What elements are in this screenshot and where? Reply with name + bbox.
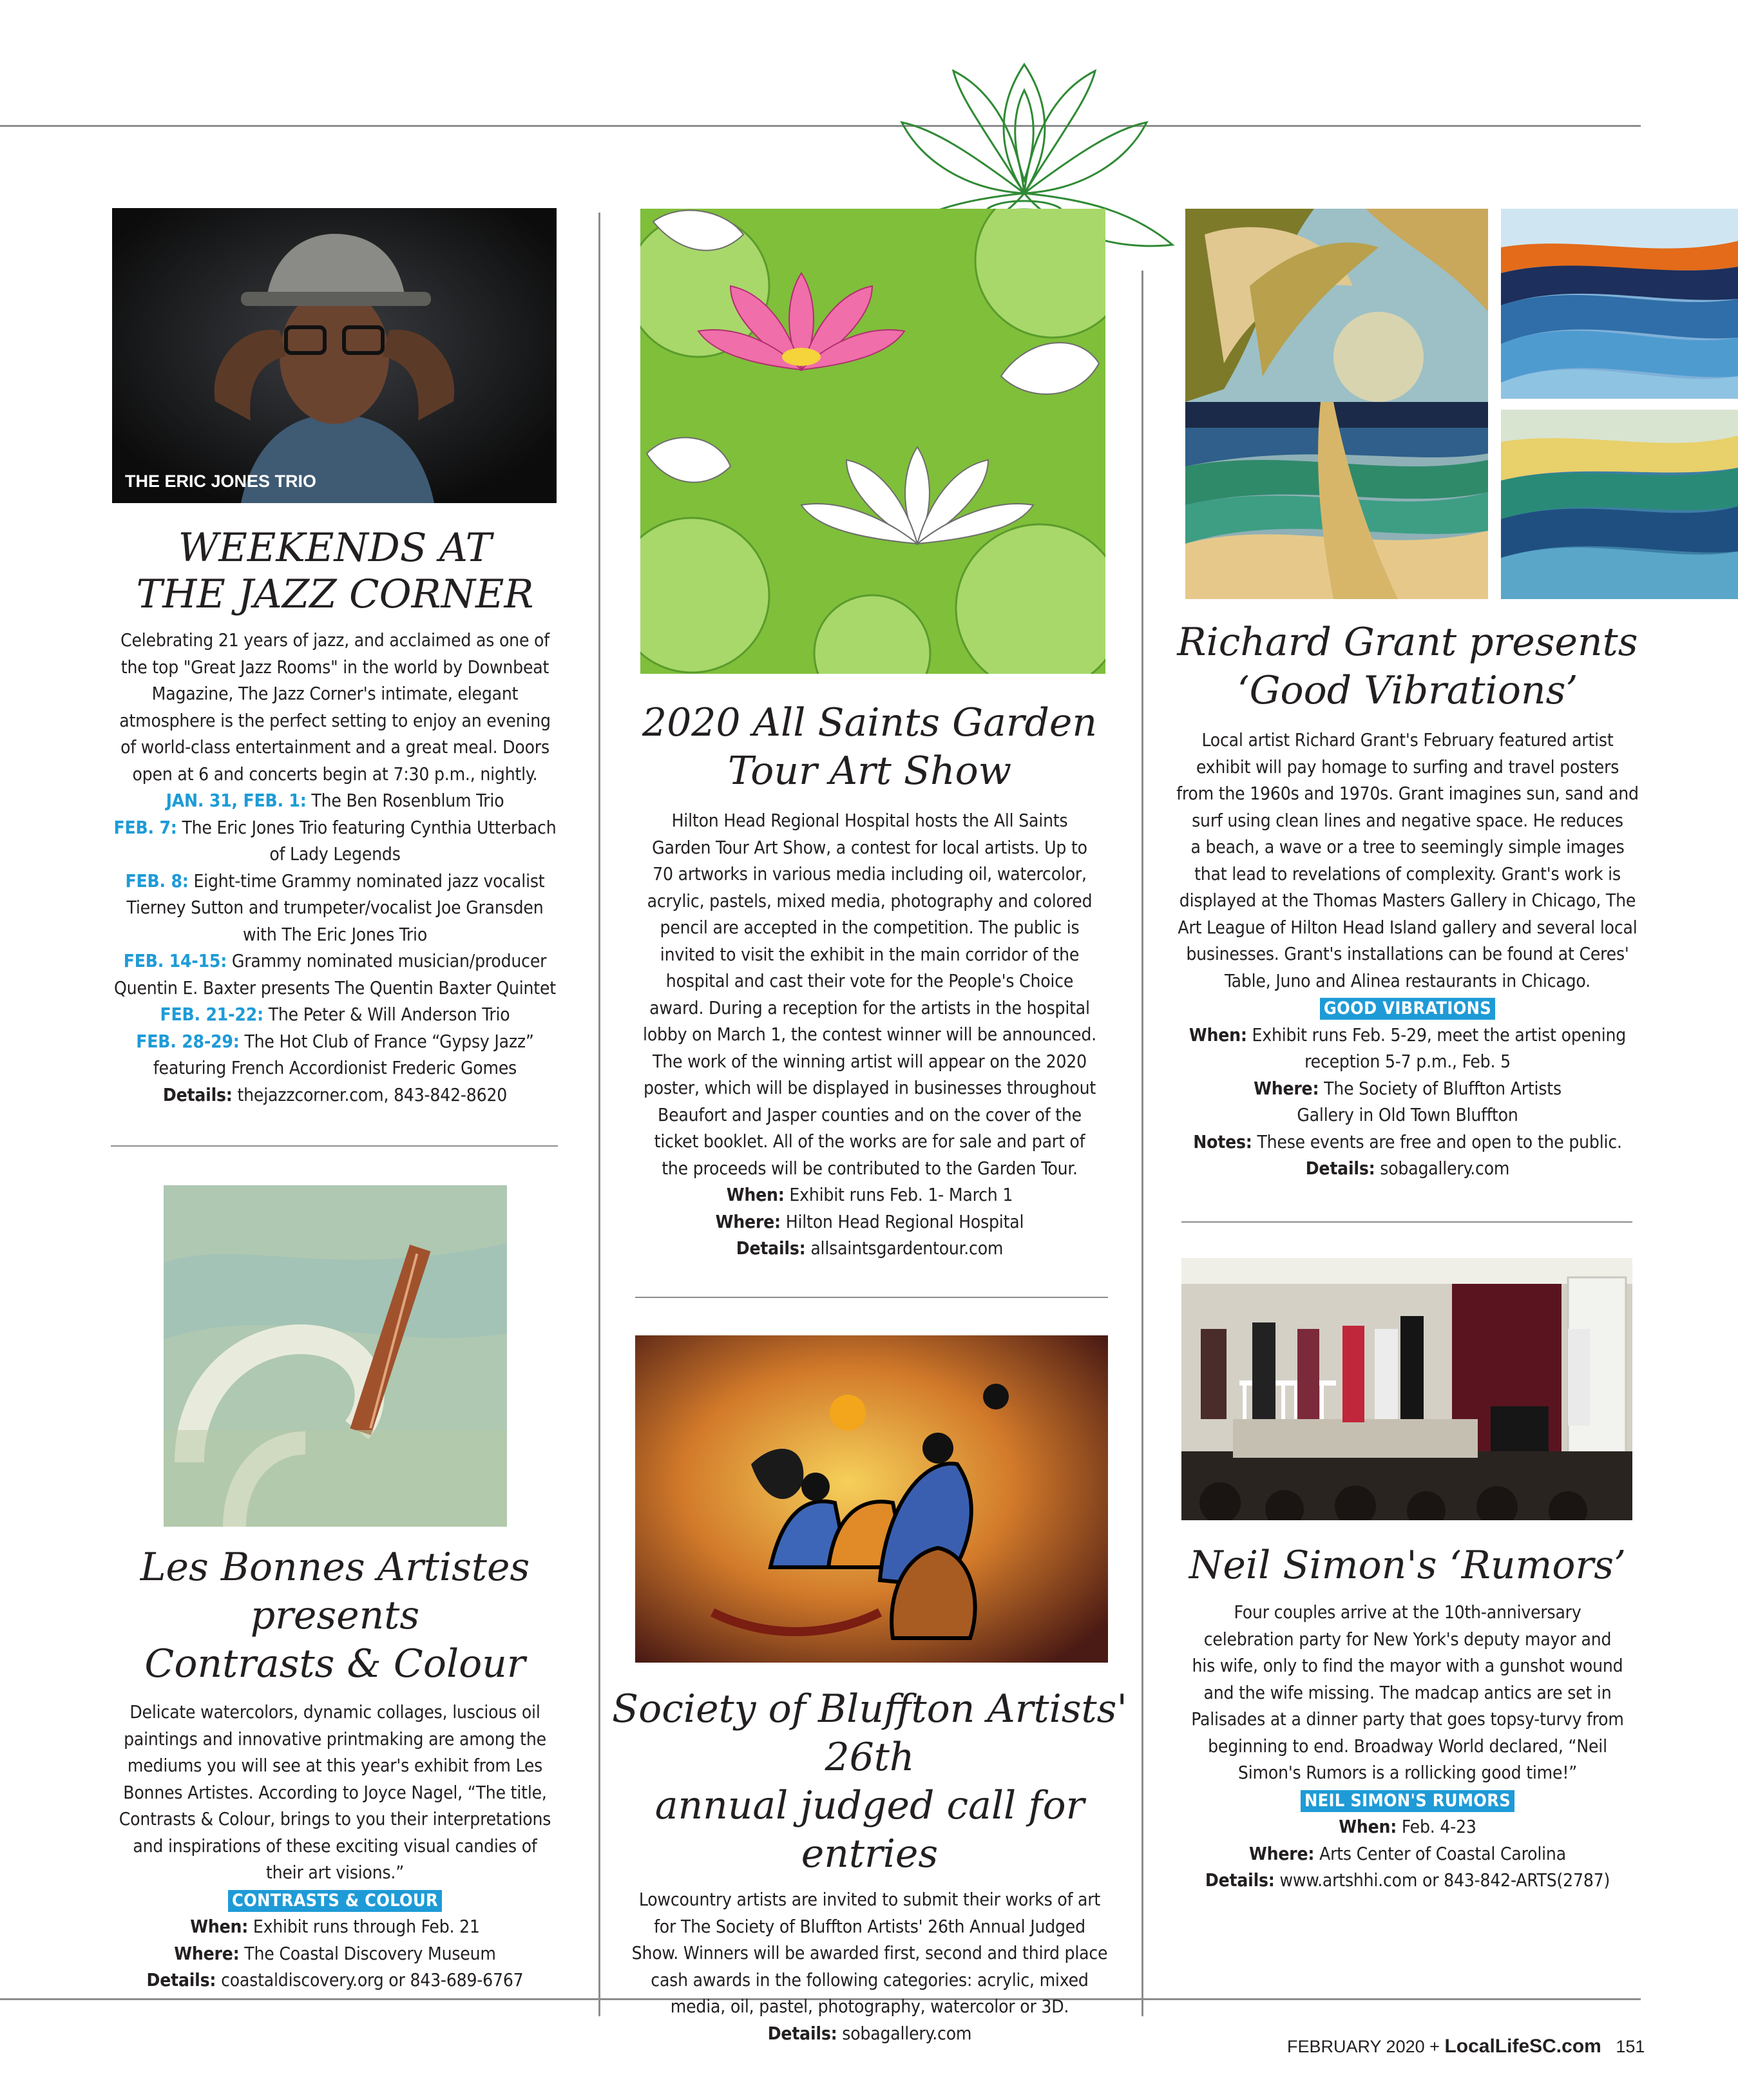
event-date: FEB. 7: bbox=[113, 816, 177, 838]
section-tag: NEIL SIMON'S RUMORS bbox=[1301, 1790, 1514, 1812]
details-label: Details: bbox=[162, 1083, 233, 1105]
info-label: Details: bbox=[1305, 1158, 1375, 1179]
info-line bbox=[98, 1913, 572, 1940]
grant-title-line-1: Richard Grant presents bbox=[1177, 620, 1638, 665]
info-label: Notes: bbox=[1193, 1131, 1252, 1152]
column-divider-2 bbox=[1141, 271, 1143, 2016]
info-text: Exhibit runs through Feb. 21 bbox=[248, 1916, 480, 1937]
text-line: Four couples arrive at the 10th-anniversary bbox=[1234, 1601, 1581, 1623]
event-text: featuring French Accordionist Frederic Gomes bbox=[153, 1057, 517, 1078]
bonnes-title-line-2: Contrasts & Colour bbox=[144, 1641, 526, 1686]
info-line bbox=[1160, 1867, 1656, 1894]
soba-article bbox=[612, 1685, 1127, 2047]
text-line: cash awards in the following categories: acrylic, mixed bbox=[651, 1969, 1089, 1990]
text-line: paintings and innovative printmaking are among the bbox=[124, 1728, 546, 1750]
text-line: lobby on March 1, the contest winner will be announced. bbox=[643, 1024, 1096, 1045]
text-line: Contrasts & Colour, brings to you their interpretations bbox=[119, 1808, 551, 1829]
text-line: displayed at the Thomas Masters Gallery in Chicago, The bbox=[1179, 890, 1636, 911]
photo-caption: THE ERIC JONES TRIO bbox=[125, 472, 317, 491]
text-line: media, oil, pastel, photography, watercolor or 3D. bbox=[670, 1996, 1069, 2017]
text-line: and inspirations of these exciting visual candies of bbox=[133, 1835, 537, 1857]
bonnes-title bbox=[98, 1543, 572, 1688]
text-line: the top "Great Jazz Rooms" in the world by Downbeat bbox=[120, 656, 549, 678]
event-date: FEB. 14-15: bbox=[123, 950, 227, 971]
event-date: FEB. 8: bbox=[125, 870, 189, 892]
jazz-title-line-2: THE JAZZ CORNER bbox=[136, 571, 534, 617]
text-line: Palisades at a dinner party that goes topsy-turvy from bbox=[1191, 1708, 1624, 1730]
event-text: The Eric Jones Trio featuring Cynthia Utterbach bbox=[177, 816, 557, 838]
text-line: open at 6 and concerts begin at 7:30 p.m., nightly. bbox=[132, 763, 538, 785]
event-date: FEB. 21-22: bbox=[160, 1004, 263, 1025]
text-line: and the wife missing. The madcap antics are set in bbox=[1203, 1681, 1612, 1703]
soba-artwork bbox=[635, 1335, 1108, 1663]
info-text: These events are free and open to the public. bbox=[1252, 1131, 1622, 1152]
info-text: The Coastal Discovery Museum bbox=[239, 1942, 496, 1964]
text-line: hospital and cast their vote for the People's Choice bbox=[665, 970, 1074, 991]
text-line: from the 1960s and 1970s. Grant imagines sun, sand and bbox=[1176, 783, 1639, 804]
text-line: pencil are accepted in the competition. The public is bbox=[660, 917, 1080, 938]
top-rule bbox=[0, 125, 1641, 127]
event-text: The Hot Club of France “Gypsy Jazz” bbox=[239, 1030, 534, 1052]
text-line: the proceeds will be contributed to the Garden Tour. bbox=[662, 1157, 1078, 1179]
jazz-intro bbox=[98, 627, 572, 787]
soba-body bbox=[612, 1886, 1127, 2047]
info-line bbox=[98, 1940, 572, 1967]
event-text: Quentin E. Baxter presents The Quentin Baxter Quintet bbox=[114, 977, 556, 998]
text-line: surf using clean lines and negative space. He reduces bbox=[1192, 809, 1623, 831]
eric-jones-photo bbox=[112, 208, 557, 503]
bonnes-article bbox=[98, 1543, 572, 1994]
grant-intro bbox=[1160, 727, 1656, 994]
rumors-intro bbox=[1160, 1599, 1656, 1786]
column-divider-1 bbox=[598, 213, 600, 2016]
info-label: Details: bbox=[767, 2022, 837, 2044]
text-line: 70 artworks in various media including oil, watercolor, bbox=[653, 863, 1087, 884]
section-tag: CONTRASTS & COLOUR bbox=[228, 1890, 442, 1912]
info-text: www.artshhi.com or 843-842-ARTS(2787) bbox=[1274, 1869, 1610, 1891]
info-label: When: bbox=[726, 1184, 785, 1205]
info-label: Details: bbox=[146, 1969, 216, 1990]
text-line: Celebrating 21 years of jazz, and acclaimed as one of bbox=[120, 629, 549, 651]
info-label: Details: bbox=[1205, 1869, 1275, 1891]
info-label: Where: bbox=[174, 1942, 240, 1964]
section-rule-right bbox=[1181, 1221, 1632, 1223]
text-line: Show. Winners will be awarded first, second and third place bbox=[631, 1942, 1108, 1963]
info-line bbox=[1160, 1840, 1656, 1867]
event-text: Eight-time Grammy nominated jazz vocalist bbox=[188, 870, 545, 892]
text-line: atmosphere is the perfect setting to enjoy an evening bbox=[119, 709, 551, 731]
section-tag: GOOD VIBRATIONS bbox=[1320, 998, 1495, 1020]
text-line: their art visions.” bbox=[265, 1862, 405, 1883]
folio-separator: + bbox=[1429, 2037, 1440, 2056]
info-line bbox=[1160, 1129, 1656, 1156]
text-line: poster, which will be displayed in businesses throughout bbox=[643, 1077, 1096, 1098]
text-line: acrylic, pastels, mixed media, photography and colored bbox=[647, 890, 1093, 912]
text-line: award. During a reception for the artists in the hospital bbox=[649, 997, 1090, 1018]
info-text: The Society of Bluffton Artists bbox=[1319, 1077, 1561, 1099]
info-line bbox=[1160, 1102, 1656, 1129]
info-label: When: bbox=[190, 1916, 249, 1937]
section-rule-middle bbox=[635, 1297, 1108, 1298]
event-date: JAN. 31, FEB. 1: bbox=[166, 790, 307, 811]
info-text: reception 5-7 p.m., Feb. 5 bbox=[1304, 1051, 1511, 1072]
soba-title-line-2: annual judged call for entries bbox=[654, 1783, 1085, 1876]
info-text: sobagallery.com bbox=[1375, 1158, 1510, 1179]
info-label: Details: bbox=[736, 1237, 806, 1259]
info-line bbox=[1160, 1813, 1656, 1840]
text-line: Magazine, The Jazz Corner's intimate, elegant bbox=[151, 683, 519, 704]
text-line: for The Society of Bluffton Artists' 26th Annual Judged bbox=[654, 1915, 1085, 1937]
grant-article bbox=[1160, 618, 1656, 1182]
grant-body bbox=[1160, 727, 1656, 1182]
text-line: beginning to end. Broadway World declared, “Neil bbox=[1208, 1735, 1607, 1757]
text-line: Lowcountry artists are invited to submit their works of art bbox=[638, 1889, 1101, 1910]
info-line bbox=[1160, 1022, 1656, 1049]
text-line: The work of the winning artist will appear on the 2020 bbox=[653, 1050, 1087, 1072]
info-text: Arts Center of Coastal Carolina bbox=[1314, 1842, 1566, 1864]
event-entry bbox=[98, 1028, 572, 1082]
info-line bbox=[1160, 1155, 1656, 1182]
text-line: mediums you will see at this year's exhibit from Les bbox=[127, 1755, 543, 1776]
jazz-title-line-1: WEEKENDS AT bbox=[178, 525, 492, 571]
text-line: Delicate watercolors, dynamic collages, luscious oil bbox=[129, 1701, 540, 1723]
event-text: with The Eric Jones Trio bbox=[242, 923, 428, 945]
info-label: When: bbox=[1339, 1816, 1397, 1837]
info-text: Hilton Head Regional Hospital bbox=[780, 1210, 1024, 1232]
soba-title bbox=[612, 1685, 1127, 1878]
info-line bbox=[1160, 1048, 1656, 1075]
info-line bbox=[98, 1967, 572, 1994]
issue-date: FEBRUARY 2020 bbox=[1287, 2037, 1425, 2056]
text-line: exhibit will pay homage to surfing and travel posters bbox=[1196, 756, 1619, 778]
event-text: The Ben Rosenblum Trio bbox=[306, 790, 504, 811]
details-text: thejazzcorner.com, 843-842-8620 bbox=[232, 1083, 508, 1105]
garden-title-line-2: Tour Art Show bbox=[727, 749, 1012, 794]
event-entry bbox=[98, 787, 572, 814]
page-number: 151 bbox=[1616, 2037, 1645, 2056]
event-entry bbox=[98, 1001, 572, 1028]
info-line bbox=[612, 1208, 1127, 1236]
info-text: Exhibit runs Feb. 1- March 1 bbox=[784, 1184, 1013, 1205]
text-line: Table, Juno and Alinea restaurants in Chicago. bbox=[1225, 969, 1590, 991]
text-line: businesses. Grant's installations can be found at Ceres' bbox=[1186, 943, 1629, 964]
grant-painting-main bbox=[1185, 209, 1488, 599]
garden-tour-artwork bbox=[640, 209, 1105, 674]
event-text: of Lady Legends bbox=[269, 843, 401, 864]
info-text: sobagallery.com bbox=[837, 2022, 972, 2044]
text-line: Beaufort and Jasper counties and on the cover of the bbox=[658, 1103, 1082, 1125]
event-text: Tierney Sutton and trumpeter/vocalist Joe Gransden bbox=[126, 897, 544, 918]
bonnes-title-line-1: Les Bonnes Artistes presents bbox=[140, 1545, 530, 1638]
rumors-title bbox=[1160, 1542, 1656, 1590]
garden-intro bbox=[612, 807, 1127, 1181]
event-text: The Peter & Will Anderson Trio bbox=[263, 1004, 510, 1025]
event-text: Grammy nominated musician/producer bbox=[227, 950, 547, 971]
info-text: Feb. 4-23 bbox=[1397, 1816, 1476, 1837]
info-line bbox=[612, 1181, 1127, 1208]
garden-article bbox=[612, 699, 1127, 1262]
text-line: invited to visit the exhibit in the main corridor of the bbox=[660, 943, 1080, 965]
info-label: Where: bbox=[1249, 1842, 1315, 1864]
rumors-body bbox=[1160, 1599, 1656, 1894]
text-line: that lead to revelations of complexity. Grant's work is bbox=[1194, 863, 1621, 884]
info-label: Where: bbox=[1254, 1077, 1319, 1099]
text-line: Local artist Richard Grant's February featured artist bbox=[1201, 729, 1614, 750]
event-entry bbox=[98, 814, 572, 868]
rumors-stage-photo bbox=[1181, 1258, 1632, 1520]
info-line bbox=[612, 2020, 1127, 2047]
text-line: of world-class entertainment and a great meal. Doors bbox=[120, 736, 549, 758]
info-text: Gallery in Old Town Bluffton bbox=[1297, 1104, 1518, 1125]
bonnes-intro bbox=[98, 1699, 572, 1886]
info-line bbox=[1160, 1075, 1656, 1102]
text-line: Simon's Rumors is a rollicking good time!” bbox=[1237, 1762, 1578, 1783]
garden-title bbox=[612, 699, 1127, 796]
text-line: celebration party for New York's deputy mayor and bbox=[1203, 1628, 1612, 1650]
site-link[interactable]: LocalLifeSC.com bbox=[1444, 2036, 1601, 2057]
soba-title-line-1: Society of Bluffton Artists' 26th bbox=[612, 1686, 1127, 1780]
soba-intro bbox=[612, 1886, 1127, 2020]
text-line: Bonnes Artistes. According to Joyce Nagel, “The title, bbox=[123, 1781, 547, 1803]
rumors-title-line-1: Neil Simon's ‘Rumors’ bbox=[1189, 1543, 1627, 1588]
text-line: his wife, only to find the mayor with a gunshot wound bbox=[1192, 1655, 1623, 1676]
text-line: Hilton Head Regional Hospital hosts the All Saints bbox=[671, 810, 1068, 831]
text-line: Art League of Hilton Head Island gallery and several local bbox=[1178, 916, 1638, 938]
rumors-article bbox=[1160, 1542, 1656, 1894]
jazz-article bbox=[98, 525, 572, 1108]
info-text: allsaintsgardentour.com bbox=[805, 1237, 1004, 1259]
jazz-details bbox=[98, 1082, 572, 1109]
event-entry bbox=[98, 868, 572, 948]
text-line: Garden Tour Art Show, a contest for local artists. Up to bbox=[652, 836, 1087, 858]
info-text: coastaldiscovery.org or 843-689-6767 bbox=[216, 1969, 524, 1990]
grant-title-line-2: ‘Good Vibrations’ bbox=[1237, 668, 1578, 713]
text-line: a beach, a wave or a tree to seemingly simple images bbox=[1190, 836, 1625, 857]
jazz-title bbox=[98, 525, 572, 618]
info-line bbox=[612, 1235, 1127, 1262]
event-date: FEB. 28-29: bbox=[136, 1030, 240, 1052]
garden-body bbox=[612, 807, 1127, 1262]
text-line: ticket booklet. All of the works are for sale and part of bbox=[654, 1131, 1085, 1152]
grant-title bbox=[1160, 618, 1656, 715]
garden-title-line-1: 2020 All Saints Garden bbox=[642, 700, 1098, 745]
info-label: Where: bbox=[715, 1210, 781, 1232]
grant-painting-bottom-right bbox=[1501, 410, 1738, 599]
info-text: Exhibit runs Feb. 5-29, meet the artist opening bbox=[1246, 1024, 1627, 1045]
info-label: When: bbox=[1189, 1024, 1247, 1045]
grant-painting-top-right bbox=[1501, 209, 1738, 399]
page-folio bbox=[1287, 2036, 1645, 2057]
bonnes-artistes-artwork bbox=[164, 1185, 507, 1527]
bonnes-body bbox=[98, 1699, 572, 1994]
section-rule-left bbox=[111, 1145, 558, 1147]
jazz-body bbox=[98, 627, 572, 1108]
event-entry bbox=[98, 948, 572, 1001]
